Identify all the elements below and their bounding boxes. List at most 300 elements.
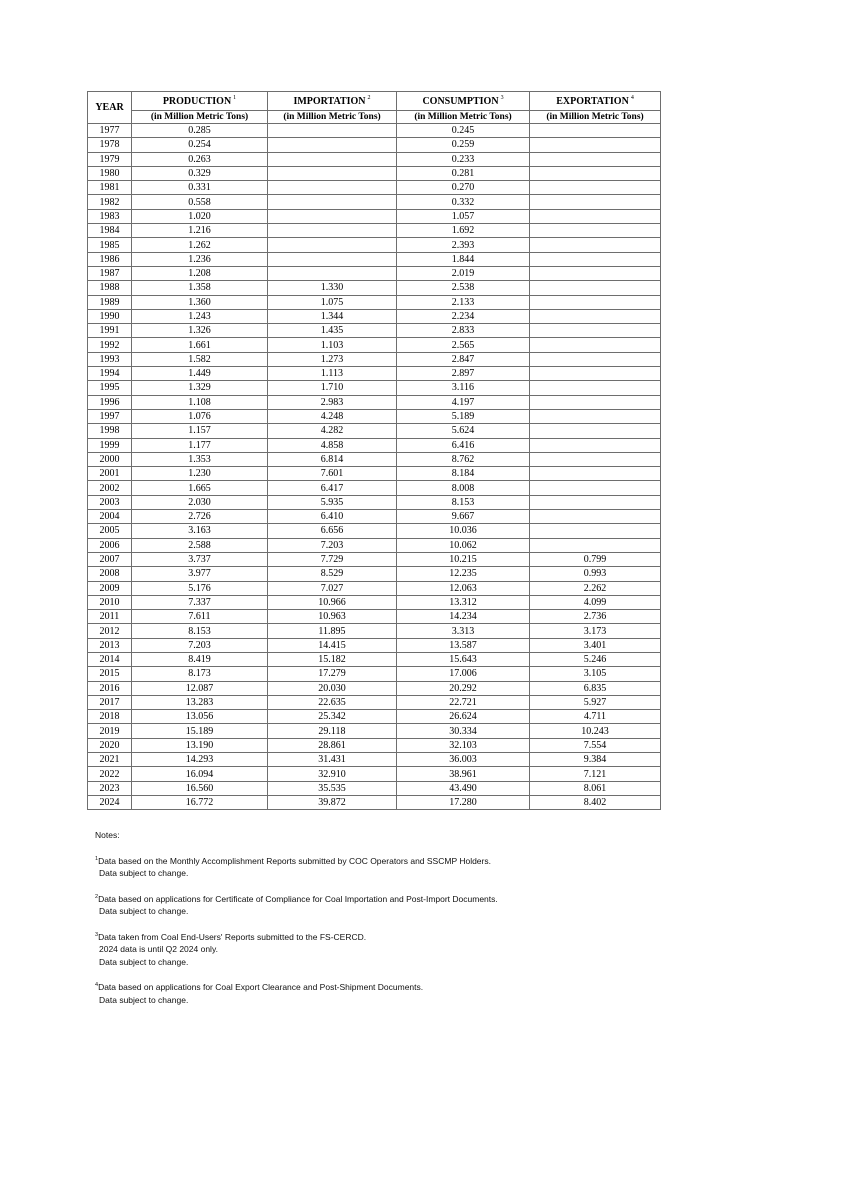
header-unit-importation: (in Million Metric Tons) xyxy=(268,111,397,124)
importation-cell xyxy=(268,138,397,152)
consumption-cell: 5.189 xyxy=(397,409,530,423)
year-cell: 1977 xyxy=(88,124,132,138)
production-cell: 1.208 xyxy=(132,266,268,280)
year-cell: 2007 xyxy=(88,552,132,566)
exportation-cell xyxy=(530,395,661,409)
exportation-cell: 4.099 xyxy=(530,595,661,609)
consumption-cell: 0.332 xyxy=(397,195,530,209)
consumption-cell: 8.184 xyxy=(397,467,530,481)
production-cell: 1.216 xyxy=(132,224,268,238)
note-line xyxy=(95,867,695,880)
header-consumption: CONSUMPTION $^3$ xyxy=(397,92,530,111)
note-line xyxy=(95,855,695,868)
header-year: YEAR xyxy=(88,92,132,124)
exportation-cell xyxy=(530,281,661,295)
exportation-cell xyxy=(530,381,661,395)
importation-cell xyxy=(268,238,397,252)
importation-cell: 6.410 xyxy=(268,510,397,524)
consumption-cell: 0.270 xyxy=(397,181,530,195)
table-row xyxy=(88,610,661,624)
table-row xyxy=(88,467,661,481)
consumption-cell: 15.643 xyxy=(397,652,530,666)
exportation-cell xyxy=(530,224,661,238)
importation-cell: 1.710 xyxy=(268,381,397,395)
production-cell: 8.419 xyxy=(132,652,268,666)
exportation-cell xyxy=(530,495,661,509)
table-row xyxy=(88,438,661,452)
year-cell: 2003 xyxy=(88,495,132,509)
table-row xyxy=(88,567,661,581)
production-cell: 2.588 xyxy=(132,538,268,552)
year-cell: 2000 xyxy=(88,452,132,466)
importation-cell: 28.861 xyxy=(268,738,397,752)
exportation-cell xyxy=(530,510,661,524)
production-cell: 3.163 xyxy=(132,524,268,538)
table-row xyxy=(88,166,661,180)
table-row xyxy=(88,152,661,166)
year-cell: 2005 xyxy=(88,524,132,538)
importation-cell: 2.983 xyxy=(268,395,397,409)
production-cell: 1.360 xyxy=(132,295,268,309)
table-row xyxy=(88,638,661,652)
production-cell: 15.189 xyxy=(132,724,268,738)
note-text: Data subject to change. xyxy=(99,868,189,878)
importation-cell: 7.601 xyxy=(268,467,397,481)
production-cell: 13.190 xyxy=(132,738,268,752)
year-cell: 2016 xyxy=(88,681,132,695)
exportation-cell xyxy=(530,338,661,352)
exportation-cell: 3.105 xyxy=(530,667,661,681)
production-cell: 1.358 xyxy=(132,281,268,295)
importation-cell xyxy=(268,224,397,238)
table-row xyxy=(88,138,661,152)
year-cell: 2009 xyxy=(88,581,132,595)
note-footnote-mark: 2 xyxy=(95,893,99,900)
table-row xyxy=(88,352,661,366)
table-row xyxy=(88,409,661,423)
production-cell: 1.665 xyxy=(132,481,268,495)
header-production: PRODUCTION $^1$ xyxy=(132,92,268,111)
note-line xyxy=(95,943,695,956)
consumption-cell: 10.062 xyxy=(397,538,530,552)
exportation-cell xyxy=(530,152,661,166)
note-line xyxy=(95,905,695,918)
production-cell: 7.611 xyxy=(132,610,268,624)
consumption-cell: 2.897 xyxy=(397,367,530,381)
note-item xyxy=(95,981,695,1006)
header-unit-consumption: (in Million Metric Tons) xyxy=(397,111,530,124)
importation-cell: 11.895 xyxy=(268,624,397,638)
year-cell: 2001 xyxy=(88,467,132,481)
year-cell: 2006 xyxy=(88,538,132,552)
importation-cell: 17.279 xyxy=(268,667,397,681)
footnote-mark: 2 xyxy=(367,95,371,102)
table-row xyxy=(88,452,661,466)
year-cell: 1980 xyxy=(88,166,132,180)
note-footnote-mark: 3 xyxy=(95,931,99,938)
exportation-cell xyxy=(530,324,661,338)
year-cell: 1990 xyxy=(88,309,132,323)
table-row xyxy=(88,424,661,438)
table-row xyxy=(88,209,661,223)
consumption-cell: 10.036 xyxy=(397,524,530,538)
importation-cell: 1.344 xyxy=(268,309,397,323)
table-body xyxy=(88,124,661,810)
consumption-cell: 2.847 xyxy=(397,352,530,366)
table-row xyxy=(88,309,661,323)
production-cell: 1.157 xyxy=(132,424,268,438)
importation-cell: 5.935 xyxy=(268,495,397,509)
table-row xyxy=(88,252,661,266)
note-line xyxy=(95,931,695,944)
exportation-cell xyxy=(530,409,661,423)
consumption-cell: 12.063 xyxy=(397,581,530,595)
consumption-cell: 1.844 xyxy=(397,252,530,266)
importation-cell: 10.963 xyxy=(268,610,397,624)
year-cell: 2013 xyxy=(88,638,132,652)
year-cell: 2010 xyxy=(88,595,132,609)
importation-cell: 39.872 xyxy=(268,795,397,809)
exportation-cell xyxy=(530,538,661,552)
note-text: Data subject to change. xyxy=(99,906,189,916)
production-cell: 1.353 xyxy=(132,452,268,466)
production-cell: 0.331 xyxy=(132,181,268,195)
note-line xyxy=(95,893,695,906)
coal-statistics-table xyxy=(87,91,661,810)
production-cell: 0.329 xyxy=(132,166,268,180)
year-cell: 2008 xyxy=(88,567,132,581)
table-row xyxy=(88,238,661,252)
table-header xyxy=(88,92,661,124)
exportation-cell xyxy=(530,295,661,309)
consumption-cell: 22.721 xyxy=(397,695,530,709)
production-cell: 12.087 xyxy=(132,681,268,695)
year-cell: 2017 xyxy=(88,695,132,709)
table-row xyxy=(88,324,661,338)
table-row xyxy=(88,381,661,395)
year-cell: 1986 xyxy=(88,252,132,266)
consumption-cell: 13.587 xyxy=(397,638,530,652)
production-cell: 3.977 xyxy=(132,567,268,581)
year-cell: 1995 xyxy=(88,381,132,395)
production-cell: 0.263 xyxy=(132,152,268,166)
table-row xyxy=(88,266,661,280)
exportation-cell xyxy=(530,438,661,452)
exportation-cell: 6.835 xyxy=(530,681,661,695)
table-row xyxy=(88,595,661,609)
note-item xyxy=(95,893,695,918)
importation-cell: 14.415 xyxy=(268,638,397,652)
year-cell: 1994 xyxy=(88,367,132,381)
consumption-cell: 2.234 xyxy=(397,309,530,323)
table-row xyxy=(88,667,661,681)
year-cell: 1992 xyxy=(88,338,132,352)
note-text: Data taken from Coal End-Users' Reports submitted to the FS-CERCD. xyxy=(98,931,367,942)
importation-cell: 20.030 xyxy=(268,681,397,695)
table-row xyxy=(88,581,661,595)
production-cell: 13.056 xyxy=(132,710,268,724)
importation-cell: 4.858 xyxy=(268,438,397,452)
table-row xyxy=(88,624,661,638)
production-cell: 1.262 xyxy=(132,238,268,252)
note-item xyxy=(95,855,695,880)
importation-cell: 32.910 xyxy=(268,767,397,781)
importation-cell: 29.118 xyxy=(268,724,397,738)
exportation-cell xyxy=(530,195,661,209)
exportation-cell xyxy=(530,209,661,223)
importation-cell: 31.431 xyxy=(268,753,397,767)
production-cell: 1.230 xyxy=(132,467,268,481)
note-text: Data based on applications for Certificate of Compliance for Coal Importation and Post-Import Documents. xyxy=(98,893,498,904)
year-cell: 1983 xyxy=(88,209,132,223)
production-cell: 13.283 xyxy=(132,695,268,709)
note-line xyxy=(95,956,695,969)
table-row xyxy=(88,724,661,738)
table-row xyxy=(88,195,661,209)
consumption-cell: 1.692 xyxy=(397,224,530,238)
notes-list xyxy=(95,855,695,1007)
table-row xyxy=(88,367,661,381)
table-row xyxy=(88,510,661,524)
exportation-cell: 4.711 xyxy=(530,710,661,724)
exportation-cell: 2.262 xyxy=(530,581,661,595)
importation-cell: 1.103 xyxy=(268,338,397,352)
consumption-cell: 2.565 xyxy=(397,338,530,352)
production-cell: 3.737 xyxy=(132,552,268,566)
table-row xyxy=(88,224,661,238)
importation-cell: 7.729 xyxy=(268,552,397,566)
importation-cell: 4.248 xyxy=(268,409,397,423)
consumption-cell: 2.393 xyxy=(397,238,530,252)
importation-cell: 10.966 xyxy=(268,595,397,609)
consumption-cell: 0.259 xyxy=(397,138,530,152)
year-cell: 2020 xyxy=(88,738,132,752)
importation-cell: 6.814 xyxy=(268,452,397,466)
consumption-cell: 8.008 xyxy=(397,481,530,495)
table-row xyxy=(88,681,661,695)
year-cell: 1993 xyxy=(88,352,132,366)
consumption-cell: 0.281 xyxy=(397,166,530,180)
consumption-cell: 30.334 xyxy=(397,724,530,738)
importation-cell: 1.273 xyxy=(268,352,397,366)
note-text: Data based on the Monthly Accomplishment Reports submitted by COC Operators and SSCMP Holders. xyxy=(98,855,491,866)
year-cell: 1978 xyxy=(88,138,132,152)
production-cell: 16.772 xyxy=(132,795,268,809)
exportation-cell xyxy=(530,138,661,152)
importation-cell: 7.027 xyxy=(268,581,397,595)
exportation-cell: 7.554 xyxy=(530,738,661,752)
table-row xyxy=(88,767,661,781)
exportation-cell xyxy=(530,309,661,323)
header-unit-exportation: (in Million Metric Tons) xyxy=(530,111,661,124)
exportation-cell: 8.061 xyxy=(530,781,661,795)
production-cell: 2.726 xyxy=(132,510,268,524)
consumption-cell: 3.116 xyxy=(397,381,530,395)
consumption-cell: 38.961 xyxy=(397,767,530,781)
importation-cell: 35.535 xyxy=(268,781,397,795)
production-cell: 1.020 xyxy=(132,209,268,223)
year-cell: 1979 xyxy=(88,152,132,166)
footnote-mark: 3 xyxy=(500,95,504,102)
production-cell: 7.203 xyxy=(132,638,268,652)
year-cell: 1999 xyxy=(88,438,132,452)
consumption-cell: 12.235 xyxy=(397,567,530,581)
table-row xyxy=(88,710,661,724)
consumption-cell: 14.234 xyxy=(397,610,530,624)
year-cell: 2023 xyxy=(88,781,132,795)
exportation-cell xyxy=(530,166,661,180)
year-cell: 1988 xyxy=(88,281,132,295)
production-cell: 2.030 xyxy=(132,495,268,509)
notes-section xyxy=(95,829,695,1019)
production-cell: 1.449 xyxy=(132,367,268,381)
production-cell: 16.560 xyxy=(132,781,268,795)
importation-cell: 1.113 xyxy=(268,367,397,381)
exportation-cell xyxy=(530,181,661,195)
consumption-cell: 6.416 xyxy=(397,438,530,452)
year-cell: 2019 xyxy=(88,724,132,738)
exportation-cell: 9.384 xyxy=(530,753,661,767)
year-cell: 2018 xyxy=(88,710,132,724)
table-row xyxy=(88,795,661,809)
year-cell: 2024 xyxy=(88,795,132,809)
exportation-cell: 3.173 xyxy=(530,624,661,638)
exportation-cell xyxy=(530,252,661,266)
note-text: Data subject to change. xyxy=(99,994,189,1005)
notes-title: Notes: xyxy=(95,830,120,840)
header-exportation: EXPORTATION $^4$ xyxy=(530,92,661,111)
year-cell: 1989 xyxy=(88,295,132,309)
year-cell: 2014 xyxy=(88,652,132,666)
production-cell: 0.558 xyxy=(132,195,268,209)
importation-cell xyxy=(268,124,397,138)
year-cell: 2004 xyxy=(88,510,132,524)
table-row xyxy=(88,552,661,566)
production-cell: 1.243 xyxy=(132,309,268,323)
note-text: 2024 data is until Q2 2024 only. xyxy=(99,944,218,954)
importation-cell: 25.342 xyxy=(268,710,397,724)
table-row xyxy=(88,281,661,295)
importation-cell: 4.282 xyxy=(268,424,397,438)
exportation-cell: 0.993 xyxy=(530,567,661,581)
production-cell: 0.254 xyxy=(132,138,268,152)
table-row xyxy=(88,395,661,409)
production-cell: 1.326 xyxy=(132,324,268,338)
year-cell: 2011 xyxy=(88,610,132,624)
exportation-cell xyxy=(530,238,661,252)
importation-cell: 1.075 xyxy=(268,295,397,309)
consumption-cell: 2.133 xyxy=(397,295,530,309)
production-cell: 8.153 xyxy=(132,624,268,638)
year-cell: 2012 xyxy=(88,624,132,638)
year-cell: 1996 xyxy=(88,395,132,409)
note-footnote-mark: 4 xyxy=(95,982,99,989)
exportation-cell: 8.402 xyxy=(530,795,661,809)
exportation-cell: 5.246 xyxy=(530,652,661,666)
production-cell: 1.177 xyxy=(132,438,268,452)
exportation-cell: 5.927 xyxy=(530,695,661,709)
consumption-cell: 8.153 xyxy=(397,495,530,509)
importation-cell xyxy=(268,166,397,180)
importation-cell xyxy=(268,195,397,209)
importation-cell xyxy=(268,266,397,280)
importation-cell: 15.182 xyxy=(268,652,397,666)
table-row xyxy=(88,738,661,752)
year-cell: 2002 xyxy=(88,481,132,495)
exportation-cell xyxy=(530,424,661,438)
exportation-cell xyxy=(530,367,661,381)
production-cell: 1.329 xyxy=(132,381,268,395)
consumption-cell: 26.624 xyxy=(397,710,530,724)
consumption-cell: 36.003 xyxy=(397,753,530,767)
table-row xyxy=(88,652,661,666)
table-row xyxy=(88,753,661,767)
consumption-cell: 5.624 xyxy=(397,424,530,438)
consumption-cell: 2.538 xyxy=(397,281,530,295)
consumption-cell: 32.103 xyxy=(397,738,530,752)
production-cell: 1.108 xyxy=(132,395,268,409)
consumption-cell: 0.245 xyxy=(397,124,530,138)
table-row xyxy=(88,181,661,195)
production-cell: 1.236 xyxy=(132,252,268,266)
production-cell: 1.582 xyxy=(132,352,268,366)
production-cell: 7.337 xyxy=(132,595,268,609)
table-row xyxy=(88,524,661,538)
year-cell: 1981 xyxy=(88,181,132,195)
exportation-cell xyxy=(530,467,661,481)
production-cell: 1.076 xyxy=(132,409,268,423)
importation-cell: 6.656 xyxy=(268,524,397,538)
importation-cell: 6.417 xyxy=(268,481,397,495)
exportation-cell: 3.401 xyxy=(530,638,661,652)
footnote-mark: 4 xyxy=(630,95,634,102)
importation-cell: 22.635 xyxy=(268,695,397,709)
consumption-cell: 1.057 xyxy=(397,209,530,223)
note-text: Data subject to change. xyxy=(99,956,189,967)
year-cell: 1982 xyxy=(88,195,132,209)
table-row xyxy=(88,538,661,552)
importation-cell: 1.330 xyxy=(268,281,397,295)
note-footnote-mark: 1 xyxy=(95,855,99,862)
year-cell: 1998 xyxy=(88,424,132,438)
year-cell: 1984 xyxy=(88,224,132,238)
table-row xyxy=(88,495,661,509)
consumption-cell: 8.762 xyxy=(397,452,530,466)
consumption-cell: 2.833 xyxy=(397,324,530,338)
consumption-cell: 20.292 xyxy=(397,681,530,695)
importation-cell xyxy=(268,209,397,223)
consumption-cell: 10.215 xyxy=(397,552,530,566)
year-cell: 1987 xyxy=(88,266,132,280)
consumption-cell: 0.233 xyxy=(397,152,530,166)
year-cell: 2015 xyxy=(88,667,132,681)
exportation-cell: 7.121 xyxy=(530,767,661,781)
importation-cell: 1.435 xyxy=(268,324,397,338)
note-item xyxy=(95,931,695,969)
consumption-cell: 17.280 xyxy=(397,795,530,809)
consumption-cell: 4.197 xyxy=(397,395,530,409)
year-cell: 1997 xyxy=(88,409,132,423)
importation-cell: 8.529 xyxy=(268,567,397,581)
importation-cell: 7.203 xyxy=(268,538,397,552)
exportation-cell xyxy=(530,481,661,495)
consumption-cell: 17.006 xyxy=(397,667,530,681)
importation-cell xyxy=(268,181,397,195)
exportation-cell xyxy=(530,524,661,538)
table-row xyxy=(88,295,661,309)
table-row xyxy=(88,338,661,352)
consumption-cell: 43.490 xyxy=(397,781,530,795)
